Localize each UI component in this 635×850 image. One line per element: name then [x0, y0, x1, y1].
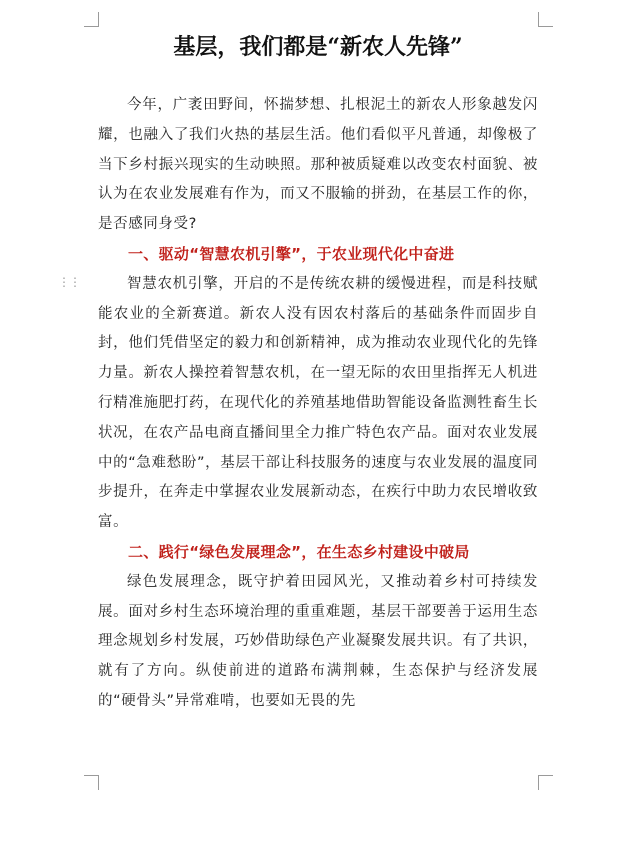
- document-title: 基层，我们都是“新农人先锋”: [173, 34, 463, 60]
- paragraph-drag-handle-icon[interactable]: ⋮⋮: [58, 275, 80, 289]
- crop-mark-bottom-right: [538, 775, 553, 790]
- section-body-1: 智慧农机引擎，开启的不是传统农耕的缓慢进程，而是科技赋能农业的全新赛道。新农人没有因农村落后的基础条件而固步自封，他们凭借坚定的毅力和创新精神，成为推动农业现代化的先锋力量。新农人操控着智慧农机，在一望无际的农田里指挥无人机进行精准施肥打药，在现代化的养殖基地借助智能设备监测牲畜生长状况，在农产品电商直播间里全力推广特色农产品。面对农业发展中的“急难愁盼”，基层干部让科技服务的速度与农业发展的温度同步提升，在奔走中掌握农业发展新动态，在疾行中助力农民增收致富。: [98, 275, 538, 531]
- intro-paragraph: 今年，广袤田野间，怀揣梦想、扎根泥土的新农人形象越发闪耀，也融入了我们火热的基层生活。他们看似平凡普通，却像极了当下乡村振兴现实的生动映照。那种被质疑难以改变农村面貌、被认为在农业发展难有作为，而又不服输的拼劲，在基层工作的你，是否感同身受?: [98, 97, 538, 233]
- crop-mark-bottom-left: [84, 775, 99, 790]
- section-heading-2: 二、践行“绿色发展理念”，在生态乡村建设中破局: [128, 542, 470, 561]
- section-heading-1: 一、驱动“智慧农机引擎”，于农业现代化中奋进: [128, 244, 455, 263]
- crop-mark-top-right: [538, 12, 553, 27]
- crop-mark-top-left: [84, 12, 99, 27]
- document-body: [98, 91, 538, 717]
- section-body-2: 绿色发展理念，既守护着田园风光，又推动着乡村可持续发展。面对乡村生态环境治理的重重难题，基层干部要善于运用生态理念规划乡村发展，巧妙借助绿色产业凝聚发展共识。有了共识，就有了方向。纵使前进的道路布满荆棘，生态保护与经济发展的“硬骨头”异常难啃，也要如无畏的先: [98, 573, 538, 709]
